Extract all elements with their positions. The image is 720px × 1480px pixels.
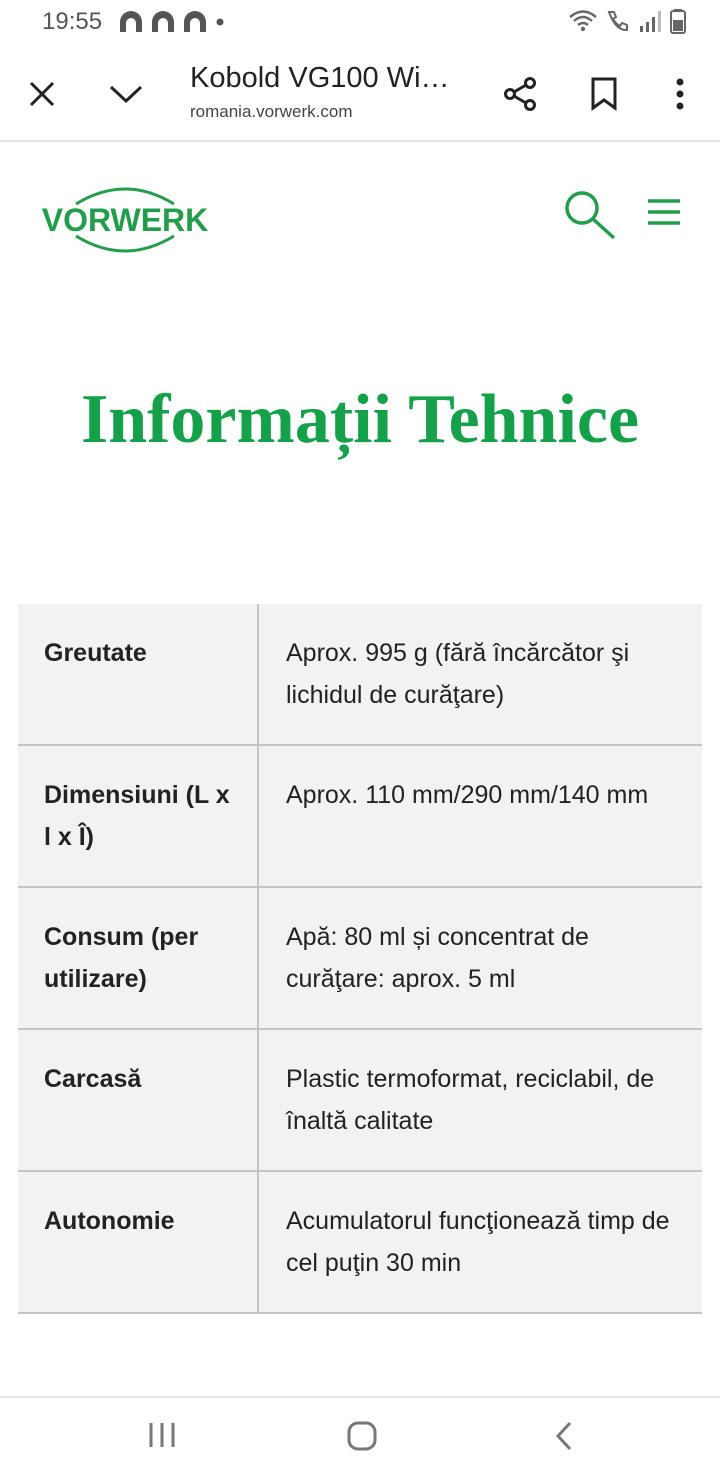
spec-label: Dimensiuni (L x l x Î) xyxy=(18,745,258,887)
battery-icon xyxy=(670,8,686,34)
bookmark-icon xyxy=(590,77,618,111)
page-title: Informații Tehnice xyxy=(80,381,640,458)
site-menu-button[interactable] xyxy=(646,198,682,231)
share-icon xyxy=(502,76,538,112)
spec-value: Acumulatorul funcţionează timp de cel puţin 30 min xyxy=(258,1171,702,1313)
spec-label: Consum (per utilizare) xyxy=(18,887,258,1029)
spec-label: Greutate xyxy=(18,604,258,745)
status-bar xyxy=(0,0,720,44)
technical-specs-table xyxy=(18,604,702,1314)
app-notification-icon xyxy=(150,10,176,34)
browser-toolbar xyxy=(0,44,720,142)
app-notification-icon xyxy=(182,10,208,34)
share-button[interactable] xyxy=(496,70,544,118)
minimize-tab-button[interactable] xyxy=(102,70,150,118)
status-time: 19:55 xyxy=(42,8,103,35)
table-row xyxy=(18,745,702,887)
spec-value: Apă: 80 ml și concentrat de curăţare: aprox. 5 ml xyxy=(258,887,702,1029)
close-tab-button[interactable] xyxy=(18,70,66,118)
bookmark-button[interactable] xyxy=(580,70,628,118)
spec-label: Autonomie xyxy=(18,1171,258,1313)
spec-label: Carcasă xyxy=(18,1029,258,1171)
more-notifications-dot-icon xyxy=(214,10,226,34)
recent-apps-button[interactable] xyxy=(146,1420,178,1455)
table-row xyxy=(18,887,702,1029)
signal-icon xyxy=(638,8,664,34)
spec-value: Plastic termoformat, reciclabil, de înaltă calitate xyxy=(258,1029,702,1171)
logo-text: VORWERK xyxy=(41,202,209,238)
back-icon xyxy=(552,1420,576,1452)
system-navigation-bar xyxy=(0,1396,720,1480)
site-header xyxy=(0,142,720,292)
call-icon xyxy=(604,8,632,34)
back-button[interactable] xyxy=(552,1420,576,1457)
search-button[interactable] xyxy=(562,188,618,247)
table-row xyxy=(18,604,702,745)
notification-icons xyxy=(118,10,226,34)
close-icon xyxy=(28,80,56,108)
table-row xyxy=(18,1171,702,1313)
spec-value: Aprox. 995 g (fără încărcător şi lichidul de curăţare) xyxy=(258,604,702,745)
chevron-down-icon xyxy=(109,83,143,105)
vorwerk-logo[interactable] xyxy=(32,184,218,256)
home-icon xyxy=(346,1420,378,1452)
page-url[interactable]: romania.vorwerk.com xyxy=(190,102,353,121)
home-button[interactable] xyxy=(346,1420,378,1457)
hamburger-menu-icon xyxy=(646,198,682,226)
wifi-icon xyxy=(568,8,598,34)
app-notification-icon xyxy=(118,10,144,34)
more-vert-icon xyxy=(675,78,685,110)
search-icon xyxy=(562,188,618,242)
recent-apps-icon xyxy=(146,1420,178,1450)
spec-value: Aprox. 110 mm/290 mm/140 mm xyxy=(258,745,702,887)
status-right-icons xyxy=(568,8,686,34)
table-row xyxy=(18,1029,702,1171)
more-options-button[interactable] xyxy=(656,70,704,118)
page-tab-title[interactable]: Kobold VG100 Wi… xyxy=(190,62,450,94)
